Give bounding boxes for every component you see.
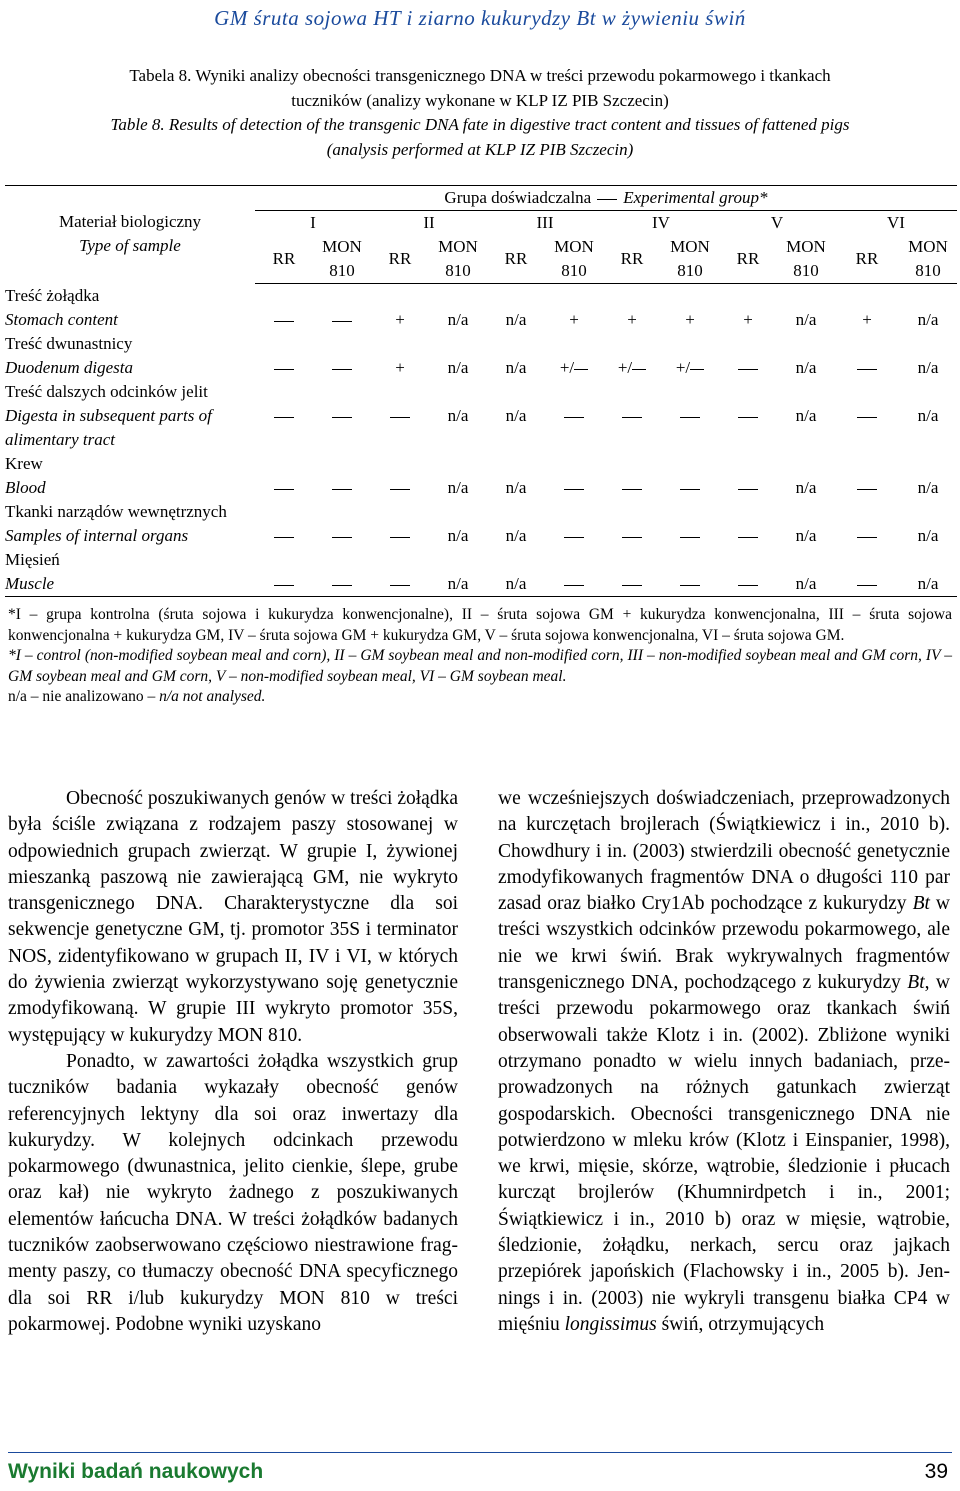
paragraph: Ponadto, w zawartości żołądka wszystkich grup tuczników badania wykazały obecność genów referencyjnych lektyny dla soi oraz inwertazy dla kukurydzy. W kolejnych odcinkach przewodu pokarmowego (dwunastnica, jelito cienkie, ślepe, grube oraz kał) nie wykryto żadnego z poszukiwanych elementów łańcucha DNA. W treści żołądków badanych tuczników zaobserwowano częściowo niestrawione fragmenty paszy, co tłumaczy obecność DNA specyficznego dla soi RR i/lub kukurydzy MON 810 w treści pokarmowej. Podobne wyniki uzyskano <box>8 1050 458 1335</box>
row-label-en: Stomach content <box>5 309 118 329</box>
table-cell <box>371 332 429 380</box>
table-cell <box>899 284 957 333</box>
table-cell <box>603 332 661 380</box>
cell-value: n/a <box>447 358 469 377</box>
table-cell <box>545 332 603 380</box>
cell-value: + <box>862 310 872 329</box>
table-cell <box>255 452 313 500</box>
group-header <box>255 186 957 211</box>
subheader-mon: MON <box>438 237 478 256</box>
dash-mark <box>274 537 294 538</box>
row-label-pl: Treść dalszych odcinków jelit <box>5 382 208 401</box>
page-number: 39 <box>924 1460 948 1483</box>
dash-mark <box>622 537 642 538</box>
dash-mark <box>690 369 704 370</box>
dash-mark <box>332 537 352 538</box>
group-header-en: Experimental group* <box>623 188 768 207</box>
cell-value: n/a <box>505 526 527 545</box>
dash-mark <box>274 369 294 370</box>
table-cell <box>603 380 661 452</box>
table-cell <box>429 332 487 380</box>
subheader-rr: RR <box>255 235 313 284</box>
table-cell <box>661 332 719 380</box>
table-cell <box>371 284 429 333</box>
dash-mark <box>274 585 294 586</box>
table-cell <box>661 452 719 500</box>
table-cell <box>487 548 545 597</box>
cell-value: n/a <box>505 478 527 497</box>
subheader-810: 810 <box>561 261 587 280</box>
table-cell <box>661 548 719 597</box>
row-label <box>5 380 255 452</box>
text-run: , w treści przewodu pokarmowego oraz tkankach świń obserwowali także Klotz i in. (2002). Zbliżone wyniki otrzymano ponadto w wielu innych badaniach, przeprowadzonych na różnych gatunkach zwierząt gospodarskich. Obecności transgenicznego DNA nie potwierdzono w mleku krów (Klotz i Einspanier, 1998), we krwi, mięsie, skórze, wątrobie, śledzionie i płucach kurcząt brojlerów (Khumnirdpetch i in., 2001; Świątkiewicz i in., 2010 b) oraz w mięsie, wątrobie, śledzionie, żołądku, nerkach, sercu oraz jajkach przepiórek japońskich (Flachowsky i in., 2005 b). Jennings i in. (2003) nie wykryli transgenu białka CP4 w mięśniu <box>498 972 950 1335</box>
cell-value: +/ <box>559 358 575 377</box>
dash-mark <box>332 585 352 586</box>
dash-mark <box>622 585 642 586</box>
table-cell <box>899 332 957 380</box>
row-label-pl: Treść żołądka <box>5 285 100 305</box>
table-cell <box>899 452 957 500</box>
dash-mark <box>680 417 700 418</box>
dash-mark <box>622 489 642 490</box>
table-cell <box>899 548 957 597</box>
footnote-na <box>8 687 952 708</box>
table-cell <box>777 548 835 597</box>
text-run-italic: Bt <box>912 893 930 915</box>
cell-value: n/a <box>447 574 469 593</box>
dash-mark <box>857 369 877 370</box>
footnote-pl: *I – grupa kontrolna (śruta sojowa i kukurydza konwencjonalne), II – śruta sojowa GM + kukurydza konwencjonalna, III – śruta sojowa konwencjonalna + kukurydza GM, IV – śruta sojowa GM + kukurydza GM, V – śruta sojowa konwencjonalna, VI – śruta sojowa GM. <box>8 606 952 644</box>
dash-mark <box>857 489 877 490</box>
text-run: w treści wszystkich odcinków przewodu pokarmowego, ale nie we krwi świń. Brak wykrywalnych fragmentów transgenicznego DNA, pochodzącego z kukurydzy <box>498 893 950 994</box>
dash-mark <box>274 489 294 490</box>
dash-mark <box>564 489 584 490</box>
table-cell <box>313 500 371 548</box>
table-row <box>5 380 957 452</box>
subheader-810: 810 <box>329 261 355 280</box>
subheader-rr: RR <box>719 235 777 284</box>
subheader-810: 810 <box>915 261 941 280</box>
table-row <box>5 452 957 500</box>
table-cell <box>777 452 835 500</box>
row-label <box>5 284 255 333</box>
cell-value: +/ <box>617 358 633 377</box>
table-cell <box>661 380 719 452</box>
cell-value: + <box>743 310 753 329</box>
cell-value: n/a <box>795 406 817 425</box>
row-label-en: Samples of internal organs <box>5 526 189 545</box>
cell-value: n/a <box>795 358 817 377</box>
table-cell <box>371 452 429 500</box>
table-cell <box>371 380 429 452</box>
table-cell <box>429 380 487 452</box>
cell-value: n/a <box>505 310 527 329</box>
cell-value: n/a <box>917 406 939 425</box>
body-column-left <box>8 786 458 1338</box>
table-cell <box>255 548 313 597</box>
row-label <box>5 332 255 380</box>
cell-value: n/a <box>795 526 817 545</box>
dash-separator <box>597 199 617 200</box>
dash-mark <box>857 537 877 538</box>
subheader-mon810 <box>429 235 487 284</box>
running-head: GM śruta sojowa HT i ziarno kukurydzy Bt w żywieniu świń <box>214 6 746 30</box>
row-label-pl: Treść dwunastnicy <box>5 334 133 353</box>
group-label: III <box>536 213 554 232</box>
subheader-810: 810 <box>677 261 703 280</box>
table-cell <box>777 284 835 333</box>
dash-mark <box>564 417 584 418</box>
cell-value: n/a <box>447 406 469 425</box>
subheader-810: 810 <box>445 261 471 280</box>
cell-value: + <box>569 310 579 329</box>
paragraph <box>498 786 950 1338</box>
table-cell <box>899 500 957 548</box>
cell-value: + <box>685 310 695 329</box>
table-row <box>5 548 957 597</box>
table-cell <box>255 284 313 333</box>
subheader-mon810 <box>313 235 371 284</box>
table-cell <box>777 380 835 452</box>
table-cell <box>835 548 899 597</box>
row-label-en: Duodenum digesta <box>5 358 133 377</box>
table-cell <box>255 500 313 548</box>
group-label: VI <box>887 213 905 232</box>
dash-mark <box>390 537 410 538</box>
dash-mark <box>564 585 584 586</box>
subheader-rr: RR <box>371 235 429 284</box>
table-row <box>5 500 957 548</box>
table-cell <box>487 332 545 380</box>
text-run-italic: Bt <box>907 972 925 994</box>
dash-mark <box>738 369 758 370</box>
row-label <box>5 452 255 500</box>
caption-en-line2: (analysis performed at KLP IZ PIB Szczecin) <box>326 139 634 159</box>
table-cell <box>899 380 957 452</box>
table-cell <box>777 500 835 548</box>
subheader-mon: MON <box>786 237 826 256</box>
row-label-pl: Krew <box>5 454 43 473</box>
table-footnote <box>8 605 952 708</box>
table-cell <box>719 500 777 548</box>
table-cell <box>835 332 899 380</box>
cell-value: n/a <box>505 406 527 425</box>
table-cell <box>545 500 603 548</box>
table-cell <box>835 452 899 500</box>
row-label <box>5 500 255 548</box>
group-label: V <box>770 213 784 232</box>
table-cell <box>313 380 371 452</box>
table-cell <box>429 500 487 548</box>
cell-value: n/a <box>795 478 817 497</box>
dash-mark <box>738 417 758 418</box>
table-cell <box>719 452 777 500</box>
row-label-en: Digesta in subsequent parts of alimentary tract <box>5 406 212 449</box>
table-cell <box>719 380 777 452</box>
text-run: świń, otrzymujących <box>656 1313 825 1335</box>
cell-value: n/a <box>917 310 939 329</box>
subheader-mon810 <box>777 235 835 284</box>
table-cell <box>661 500 719 548</box>
table-cell <box>835 500 899 548</box>
cell-value: n/a <box>447 478 469 497</box>
subheader-rr: RR <box>487 235 545 284</box>
dash-mark <box>274 417 294 418</box>
dash-mark <box>738 585 758 586</box>
group-label: I <box>310 213 316 232</box>
corner-header-cell <box>5 186 255 284</box>
text-run: we wcześniejszych doświadczeniach, przeprowadzonych na kurczętach brojlerach (Świątkiewicz i in., 2010 b). Chowdhury i in. (2003) stwierdzili obecność genetycznie zmodyfikowanych fragmentów DNA o długości 110 par zasad oraz białko Cry1Ab pochodzące z kukurydzy <box>498 788 950 915</box>
cell-value: n/a <box>917 526 939 545</box>
body-column-right <box>498 786 950 1338</box>
table-body <box>5 284 957 597</box>
table-cell <box>777 332 835 380</box>
row-label-pl: Tkanki narządów wewnętrznych <box>5 502 227 521</box>
table-cell <box>487 452 545 500</box>
subheader-mon810 <box>545 235 603 284</box>
paragraph: Obecność poszukiwanych genów w treści żołądka była ściśle związana z rodzajem paszy stosowanej w odpowiednich grupach zwierząt. W grupie I, żywionej mieszanką paszową nie zawierającą GM, nie wykryto transgenicznego DNA. Charakterystyczne dla soi sekwencje genetyczne GM, tj. promotor 35S i terminator NOS, zidentyfikowano w grupach II, IV i VI, w których do żywienia zwierząt wykorzystywano soję genetycznie zmodyfikowaną. W grupie III wykryto promotor 35S, występujący w kukurydzy MON 810. <box>8 788 458 1046</box>
dash-mark <box>332 489 352 490</box>
table-cell <box>487 380 545 452</box>
dash-mark <box>680 585 700 586</box>
subheader-mon: MON <box>322 237 362 256</box>
cell-value: n/a <box>505 358 527 377</box>
dash-mark <box>332 417 352 418</box>
dash-mark <box>680 489 700 490</box>
corner-label-en: Type of sample <box>79 236 181 255</box>
dash-mark <box>738 537 758 538</box>
results-table <box>5 185 957 597</box>
group-label: II <box>423 213 435 232</box>
dash-mark <box>632 369 646 370</box>
table-cell <box>255 332 313 380</box>
footer-section-title: Wyniki badań naukowych <box>8 1460 264 1483</box>
table-cell <box>313 332 371 380</box>
table-cell <box>661 284 719 333</box>
footnote-na-pl: n/a – nie analizowano – <box>8 688 160 705</box>
subheader-mon810 <box>899 235 957 284</box>
dash-mark <box>738 489 758 490</box>
subheader-mon: MON <box>670 237 710 256</box>
table-cell <box>429 452 487 500</box>
footnote-na-en: n/a not analysed. <box>159 688 266 705</box>
row-label <box>5 548 255 597</box>
subheader-mon810 <box>661 235 719 284</box>
table-cell <box>545 380 603 452</box>
row-label-pl: Mięsień <box>5 550 60 569</box>
table-cell <box>429 548 487 597</box>
footnote-en: *I – control (non-modified soybean meal and corn), II – GM soybean meal and non-modified corn, III – non-modified soybean meal and GM corn, IV – GM soybean meal and GM corn, V – non-modified soybean meal, VI – GM soybean meal. <box>8 647 952 685</box>
text-run-italic: longissimus <box>564 1313 657 1335</box>
group-header-pl: Grupa doświadczalna <box>444 188 592 207</box>
row-label-en: Blood <box>5 478 46 497</box>
dash-mark <box>332 369 352 370</box>
dash-mark <box>622 417 642 418</box>
group-label: IV <box>652 213 670 232</box>
table-cell <box>603 500 661 548</box>
dash-mark <box>274 321 294 322</box>
cell-value: n/a <box>447 310 469 329</box>
table-cell <box>429 284 487 333</box>
table-cell <box>719 548 777 597</box>
table-cell <box>487 500 545 548</box>
table-cell <box>719 284 777 333</box>
table-cell <box>545 548 603 597</box>
cell-value: n/a <box>795 310 817 329</box>
subheader-mon: MON <box>908 237 948 256</box>
table-cell <box>835 380 899 452</box>
table-cell <box>255 380 313 452</box>
footer-rule <box>8 1452 952 1453</box>
table-caption <box>20 64 940 162</box>
table-cell <box>545 284 603 333</box>
dash-mark <box>564 537 584 538</box>
cell-value: n/a <box>917 574 939 593</box>
subheader-rr: RR <box>603 235 661 284</box>
row-label-en: Muscle <box>5 574 55 593</box>
cell-value: + <box>395 358 405 377</box>
table-cell <box>313 452 371 500</box>
subheader-mon: MON <box>554 237 594 256</box>
table-cell <box>313 548 371 597</box>
table-row <box>5 284 957 333</box>
cell-value: + <box>395 310 405 329</box>
table-cell <box>719 332 777 380</box>
table-cell <box>371 548 429 597</box>
cell-value: n/a <box>795 574 817 593</box>
table-cell <box>313 284 371 333</box>
cell-value: +/ <box>675 358 691 377</box>
table-cell <box>487 284 545 333</box>
dash-mark <box>680 537 700 538</box>
corner-label-pl: Materiał biologiczny <box>58 212 202 231</box>
dash-mark <box>390 489 410 490</box>
table-cell <box>545 452 603 500</box>
cell-value: + <box>627 310 637 329</box>
dash-mark <box>857 417 877 418</box>
caption-en-line1: Table 8. Results of detection of the transgenic DNA fate in digestive tract content and tissues of fattened pigs <box>110 115 850 134</box>
table-row <box>5 332 957 380</box>
table-cell <box>603 548 661 597</box>
dash-mark <box>390 585 410 586</box>
table-cell <box>835 284 899 333</box>
dash-mark <box>390 417 410 418</box>
subheader-rr: RR <box>835 235 899 284</box>
dash-mark <box>574 369 588 370</box>
table-cell <box>603 284 661 333</box>
subheader-810: 810 <box>793 261 819 280</box>
cell-value: n/a <box>505 574 527 593</box>
table-cell <box>603 452 661 500</box>
cell-value: n/a <box>917 478 939 497</box>
cell-value: n/a <box>447 526 469 545</box>
cell-value: n/a <box>917 358 939 377</box>
caption-pl-line1: Tabela 8. Wyniki analizy obecności transgenicznego DNA w treści przewodu pokarmowego i tkankach <box>129 66 831 85</box>
dash-mark <box>857 585 877 586</box>
caption-pl-line2: tuczników (analizy wykonane w KLP IZ PIB Szczecin) <box>291 90 669 110</box>
table-cell <box>371 500 429 548</box>
dash-mark <box>332 321 352 322</box>
table-header <box>5 186 957 284</box>
